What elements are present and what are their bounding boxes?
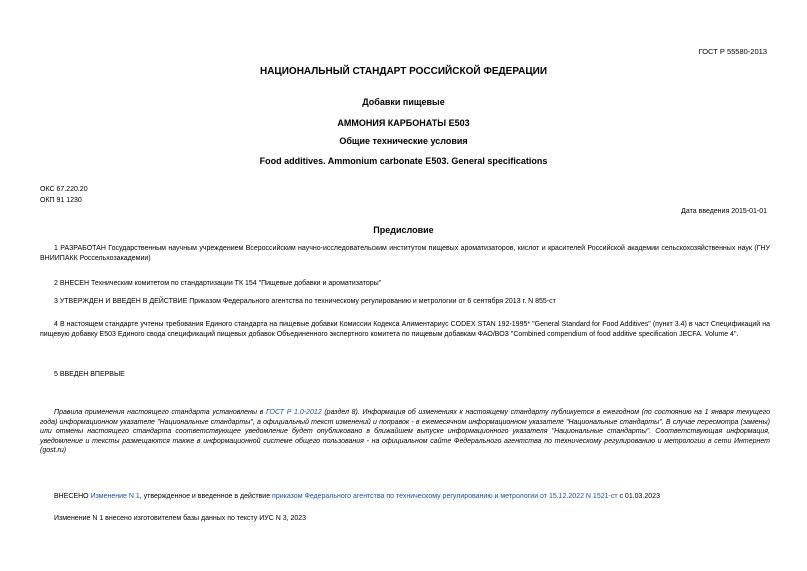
- amendment-middle: , утвержденное и введенное в действие: [139, 493, 273, 500]
- conditions-title: Общие технические условия: [339, 136, 468, 146]
- rules-of-application: [40, 408, 770, 456]
- introduction-date: Дата введения 2015-01-01: [681, 208, 767, 215]
- standard-title: НАЦИОНАЛЬНЫЙ СТАНДАРТ РОССИЙСКОЙ ФЕДЕРАЦИИ: [259, 66, 548, 77]
- amendment-line: [54, 493, 660, 500]
- amendment-1-link[interactable]: Изменение N 1: [90, 493, 140, 500]
- order-link[interactable]: приказом Федерального агентства по техническому регулированию и метрологии от 15.12.2022 N 1521-ст: [272, 493, 618, 500]
- gost-r-1-0-2012-link[interactable]: ГОСТ Р 1.0-2012: [265, 409, 322, 416]
- english-title: Food additives. Ammonium carbonate E503. General specifications: [259, 156, 548, 166]
- rules-text-after: (раздел 8). Информация об изменениях к настоящему стандарту публикуется в ежегодном (по состоянию на 1 января текущего года) информационном указателе "Национальные стандарты", а официальный текст изменений и поправок - в ежемесячном информационном указателе "Национальные стандарты". В случае пересмотра (замены) или отмены настоящего стандарта соответствующее уведомление будет опубликовано в ближайшем выпуске информационного указателя "Национальные стандарты". Соответствующая информация, уведомление и тексты размещаются также в информационной системе общего пользования - на официальном сайте Федерального агентства по техническому регулированию и метрологии в сети Интернет (gost.ru): [40, 409, 770, 454]
- rules-text-before: Правила применения настоящего стандарта установлены в: [54, 409, 266, 416]
- preface-paragraph-3: 3 УТВЕРЖДЕН И ВВЕДЕН В ДЕЙСТВИЕ Приказом Федерального агентства по техническому регулированию и метрологии от 6 сентября 2013 г. N 855-ст: [54, 298, 556, 305]
- okp-code: ОКП 91 1230: [40, 197, 82, 204]
- amendment-suffix: с 01.03.2023: [617, 493, 660, 500]
- preface-paragraph-5: 5 ВВЕДЕН ВПЕРВЫЕ: [54, 371, 125, 378]
- oks-code: ОКС 67.220.20: [40, 186, 88, 193]
- amendment-prefix: ВНЕСЕНО: [54, 493, 91, 500]
- document-code: ГОСТ Р 55580-2013: [698, 47, 767, 56]
- preface-paragraph-2: 2 ВНЕСЕН Техническим комитетом по стандартизации ТК 154 "Пищевые добавки и ароматизаторы": [54, 280, 382, 287]
- product-name: АММОНИЯ КАРБОНАТЫ Е503: [337, 118, 470, 128]
- standard-subtitle: Добавки пищевые: [362, 97, 445, 107]
- amendment-note: Изменение N 1 внесено изготовителем базы данных по тексту ИУС N 3, 2023: [54, 515, 307, 522]
- preface-paragraph-4: 4 В настоящем стандарте учтены требования Единого стандарта на пищевые добавки Комиссии Кодекса Алиментариус CODEX STAN 192-1995* "General Standard for Food Additives" (пункт 3.4) в част Спецификаций на пищевую добавку Е503 Единого свода спецификаций пищевых добавок Объединенного экспертного комитета по пищевым добавкам ФАО/ВОЗ "Combined compendium of food additive specification JECFA. Volume 4".: [40, 321, 770, 338]
- preface-paragraph-1: 1 РАЗРАБОТАН Государственным научным учреждением Всероссийским научно-исследовательским институтом пищевых ароматизаторов, кислот и красителей Российской академии сельскохозяйственных наук (ГНУ ВНИИПАКК Россельхозакадемии): [40, 245, 770, 262]
- preface-heading: Предисловие: [373, 225, 434, 235]
